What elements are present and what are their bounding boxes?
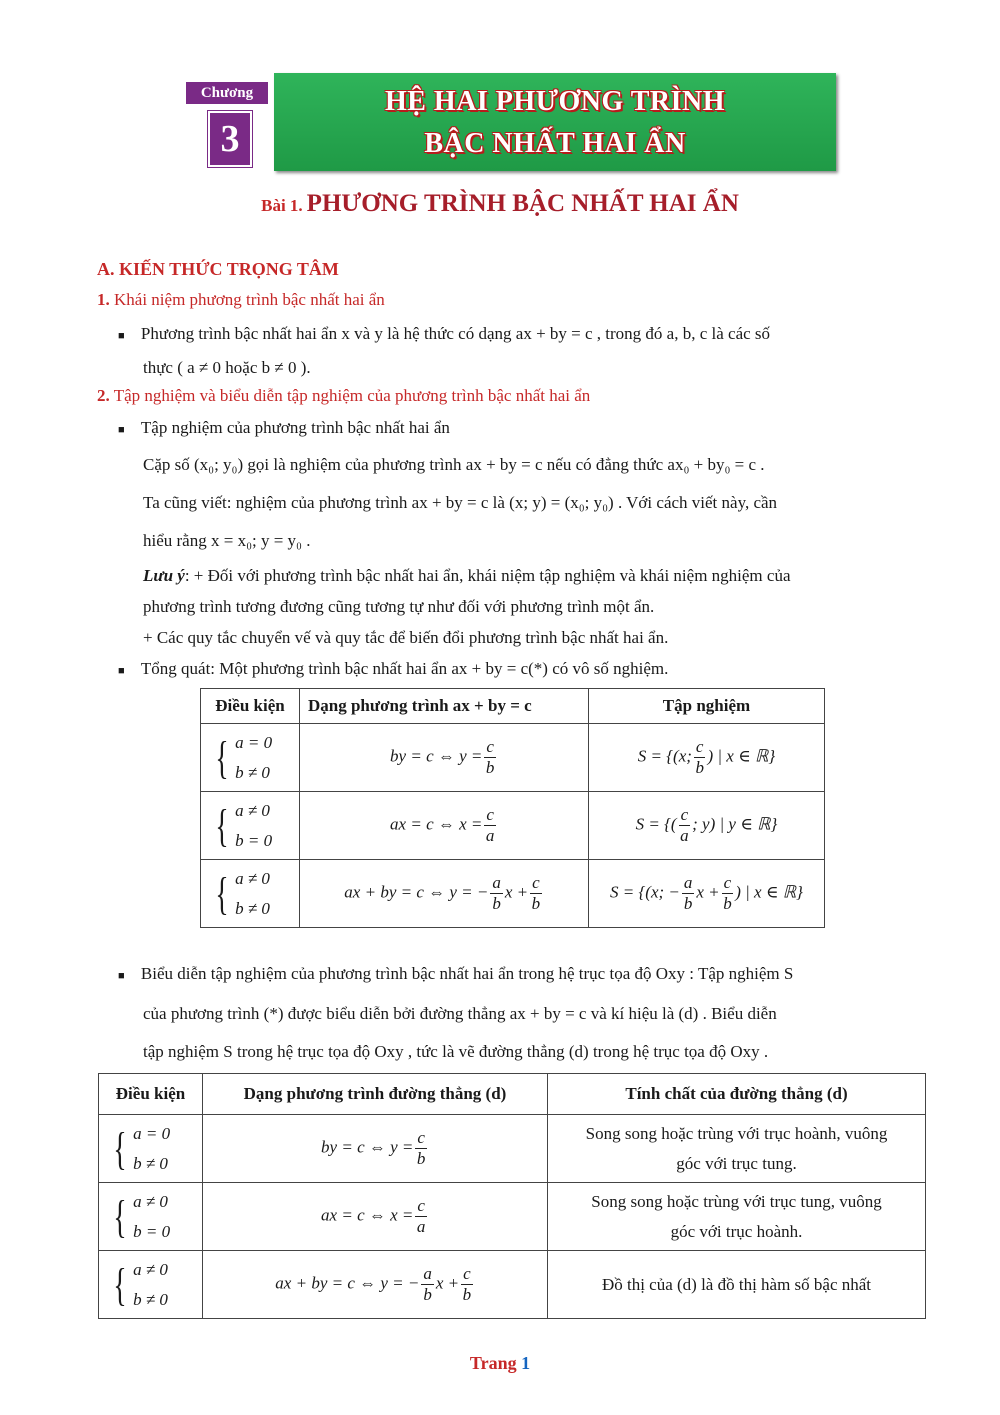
definition-line1: Phương trình bậc nhất hai ẩn x và y là hệ thức có dạng ax + by = c , trong đó a, b, c là các số xyxy=(140,324,771,343)
banner-title-line1: HỆ HAI PHƯƠNG TRÌNH xyxy=(384,86,726,117)
solution-line3: hiểu rằng x = x₀; y = y₀ . xyxy=(143,531,311,550)
line-properties-table xyxy=(98,1073,926,1319)
fraction-numerator: c xyxy=(486,737,494,756)
equation-form-cell xyxy=(300,724,589,792)
condition-cell xyxy=(99,1183,203,1251)
fraction-denominator: b xyxy=(531,894,541,913)
brace-icon: { xyxy=(215,799,229,851)
fraction-numerator: c xyxy=(723,873,732,892)
header-condition: Điều kiện xyxy=(201,689,300,724)
subsection-1-number: 1. xyxy=(97,290,110,309)
fraction-numerator: a xyxy=(683,873,693,892)
bullet-square-icon: ■ xyxy=(118,665,125,677)
brace-icon: { xyxy=(113,1122,127,1174)
brace-icon: { xyxy=(113,1190,127,1242)
condition-a: a ≠ 0 xyxy=(133,1259,168,1279)
bullet-square-icon: ■ xyxy=(118,970,125,982)
note-text1: : + Đối với phương trình bậc nhất hai ẩn, khái niệm tập nghiệm và khái niệm nghiệm của xyxy=(184,566,791,585)
set-text-end: ; y) | y ∈ ℝ} xyxy=(692,814,778,834)
subsection-2-title xyxy=(97,386,590,406)
lesson-prefix: Bài 1. xyxy=(261,196,303,215)
set-text-end: ) | x ∈ ℝ} xyxy=(707,746,776,766)
property-cell xyxy=(548,1115,926,1183)
equation-text: ax = c ⇔ x = xyxy=(390,814,483,834)
fraction-denominator: a xyxy=(485,826,495,845)
condition-cell xyxy=(99,1115,203,1183)
condition-cell xyxy=(99,1251,203,1319)
bullet-square-icon: ■ xyxy=(118,424,125,436)
graph-line1: Biểu diễn tập nghiệm của phương trình bậc nhất hai ẩn trong hệ trục tọa độ Oxy : Tập nghiệm S xyxy=(140,964,794,983)
set-text: S = {( xyxy=(635,814,677,834)
set-text: S = {(x; − xyxy=(610,882,680,902)
fraction-numerator: c xyxy=(695,737,704,756)
condition-b: b = 0 xyxy=(235,830,273,850)
chapter-number: 3 xyxy=(208,111,252,167)
brace-icon: { xyxy=(215,731,229,783)
condition-b: b ≠ 0 xyxy=(133,1289,168,1309)
solution-line2: Ta cũng viết: nghiệm của phương trình ax + by = c là (x; y) = (x₀; y₀) . Với cách viết này, cần xyxy=(143,493,778,512)
note-label: Lưu ý xyxy=(143,566,185,585)
table-header-row xyxy=(201,689,825,724)
subsection-2-text: Tập nghiệm và biểu diễn tập nghiệm của phương trình bậc nhất hai ẩn xyxy=(113,386,591,405)
lesson-title xyxy=(0,190,1000,218)
equation-middle: x + xyxy=(504,882,529,902)
equation-text: by = c ⇔ y = xyxy=(321,1137,414,1157)
equation-form-cell xyxy=(203,1115,548,1183)
page-footer xyxy=(0,1353,1000,1374)
set-text-end: ) | x ∈ ℝ} xyxy=(735,882,803,902)
header-solution-set: Tập nghiệm xyxy=(589,689,825,724)
condition-cell xyxy=(201,724,300,792)
header-line-equation: Dạng phương trình đường thẳng (d) xyxy=(203,1074,548,1115)
section-a-title: A. KIẾN THỨC TRỌNG TÂM xyxy=(97,259,339,279)
fraction-denominator: b xyxy=(416,1149,426,1168)
fraction-numerator: c xyxy=(680,805,689,824)
fraction-numerator: c xyxy=(532,873,540,892)
property-cell xyxy=(548,1183,926,1251)
subsection-2-number: 2. xyxy=(97,386,110,405)
condition-cell xyxy=(201,860,300,928)
fraction-denominator: b xyxy=(462,1285,472,1304)
property-line1: Song song hoặc trùng với trục tung, vuông xyxy=(591,1191,882,1211)
equation-text: ax + by = c ⇔ y = − xyxy=(344,882,489,902)
condition-b: b = 0 xyxy=(133,1221,171,1241)
fraction-numerator: a xyxy=(423,1264,432,1283)
graph-line2: của phương trình (*) được biểu diễn bởi đường thẳng ax + by = c và kí hiệu là (d) . Biểu diễn xyxy=(143,1004,777,1023)
fraction-denominator: b xyxy=(492,894,501,913)
bullet-square-icon: ■ xyxy=(118,330,125,342)
note-line2: phương trình tương đương cũng tương tự như đối với phương trình một ẩn. xyxy=(143,597,655,616)
condition-a: a ≠ 0 xyxy=(235,800,270,820)
condition-b: b ≠ 0 xyxy=(133,1153,168,1173)
equation-text: by = c ⇔ y = xyxy=(390,746,483,766)
equation-form-cell xyxy=(300,860,589,928)
chapter-banner xyxy=(274,73,836,171)
brace-icon: { xyxy=(113,1258,127,1310)
property-line2: góc với trục tung. xyxy=(676,1153,797,1173)
fraction-numerator: a xyxy=(492,873,501,892)
fraction-denominator: b xyxy=(423,1285,432,1304)
equation-form-cell xyxy=(203,1251,548,1319)
equation-text: ax = c ⇔ x = xyxy=(321,1205,414,1225)
condition-a: a ≠ 0 xyxy=(235,868,270,888)
fraction-numerator: c xyxy=(486,805,494,824)
fraction-denominator: b xyxy=(485,758,495,777)
header-line-properties: Tính chất của đường thẳng (d) xyxy=(548,1074,926,1115)
equation-form-cell xyxy=(203,1183,548,1251)
table-header-row xyxy=(99,1074,926,1115)
table-row xyxy=(201,860,825,928)
property-line1: Song song hoặc trùng với trục hoành, vuông xyxy=(585,1123,888,1143)
brace-icon: { xyxy=(215,867,229,919)
condition-cell xyxy=(201,792,300,860)
table-row xyxy=(99,1183,926,1251)
header-condition: Điều kiện xyxy=(99,1074,203,1115)
fraction-numerator: c xyxy=(417,1196,425,1215)
banner-title-line2: BẬC NHẤT HAI ẨN xyxy=(424,128,686,159)
equation-middle: x + xyxy=(435,1273,460,1293)
solution-line1: Cặp số (x₀; y₀) gọi là nghiệm của phương trình ax + by = c nếu có đẳng thức ax₀ + by₀ = c . xyxy=(143,455,765,474)
equation-form-cell xyxy=(300,792,589,860)
note-line3: + Các quy tắc chuyển vế và quy tắc để biến đổi phương trình bậc nhất hai ẩn. xyxy=(143,628,669,647)
condition-b: b ≠ 0 xyxy=(235,898,270,918)
lesson-name: PHƯƠNG TRÌNH BẬC NHẤT HAI ẨN xyxy=(306,190,739,217)
graph-line3: tập nghiệm S trong hệ trục tọa độ Oxy , tức là vẽ đường thẳng (d) trong hệ trục tọa độ Oxy . xyxy=(143,1042,769,1061)
solution-set-cell xyxy=(589,724,825,792)
condition-a: a = 0 xyxy=(133,1123,171,1143)
paragraph-graph-representation xyxy=(118,955,930,1071)
fraction-denominator: a xyxy=(680,826,689,845)
chapter-label: Chương xyxy=(186,82,268,104)
subsection-1-text: Khái niệm phương trình bậc nhất hai ẩn xyxy=(114,290,385,309)
general-statement: Tổng quát: Một phương trình bậc nhất hai ẩn ax + by = c(*) có vô số nghiệm. xyxy=(140,659,669,678)
note-line1 xyxy=(118,560,930,591)
solution-set-table xyxy=(200,688,825,928)
condition-a: a ≠ 0 xyxy=(133,1191,168,1211)
subsection-1-title xyxy=(97,290,385,310)
equation-text: ax + by = c ⇔ y = − xyxy=(275,1273,420,1293)
condition-a: a = 0 xyxy=(235,732,273,752)
page-label: Trang xyxy=(469,1353,517,1373)
table-row xyxy=(201,792,825,860)
solution-set-cell xyxy=(589,792,825,860)
fraction-numerator: c xyxy=(417,1128,425,1147)
solution-set-heading: Tập nghiệm của phương trình bậc nhất hai ẩn xyxy=(140,418,450,437)
fraction-denominator: a xyxy=(416,1217,426,1236)
property-line1: Đồ thị của (d) là đồ thị hàm số bậc nhất xyxy=(601,1274,872,1294)
page-number: 1 xyxy=(521,1353,531,1373)
table-row xyxy=(99,1115,926,1183)
property-cell xyxy=(548,1251,926,1319)
table-row xyxy=(99,1251,926,1319)
header-equation-form: Dạng phương trình ax + by = c xyxy=(300,689,589,724)
set-text-middle: x + xyxy=(696,882,720,902)
set-text: S = {(x; xyxy=(637,746,692,766)
property-line2: góc với trục hoành. xyxy=(670,1221,803,1241)
fraction-numerator: c xyxy=(463,1264,471,1283)
fraction-denominator: b xyxy=(695,758,704,777)
table-row xyxy=(201,724,825,792)
fraction-denominator: b xyxy=(723,894,732,913)
definition-line2: thực ( a ≠ 0 hoặc b ≠ 0 ). xyxy=(143,358,311,377)
fraction-denominator: b xyxy=(683,894,693,913)
paragraph-solution-set xyxy=(118,412,930,687)
solution-set-cell xyxy=(589,860,825,928)
paragraph-definition xyxy=(118,318,930,383)
condition-b: b ≠ 0 xyxy=(235,762,270,782)
